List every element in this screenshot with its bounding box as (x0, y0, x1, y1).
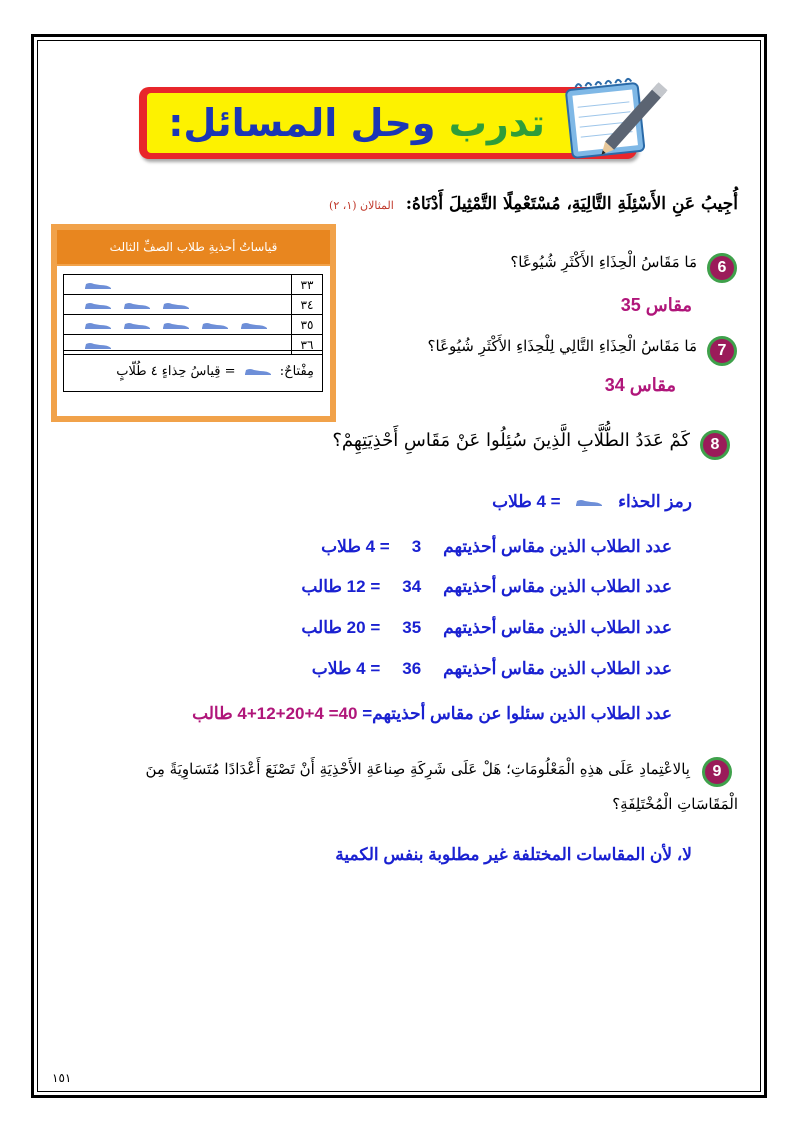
pictograph-row-shoes (64, 275, 292, 295)
pictograph-row-size: ٣٦ (292, 335, 323, 355)
question-8-number: 8 (700, 430, 730, 460)
solution-row (301, 618, 672, 638)
shoe-icon (123, 321, 151, 330)
solution-row-label: عدد الطلاب الذين مقاس أحذيتهم (443, 577, 672, 596)
instruction-reference: المثالان (١، ٢) (329, 199, 394, 212)
solution-total-result: =40 طالب (192, 704, 358, 723)
pictograph-row-size: ٣٣ (292, 275, 323, 295)
solution-row-count: = 4 طلاب (321, 537, 390, 556)
question-9-answer: لا، لأن المقاسات المختلفة غير مطلوبة بنفس الكمية (335, 845, 692, 864)
pictograph-row-shoes (64, 315, 292, 335)
pictograph-card (51, 224, 336, 422)
shoe-icon (244, 367, 272, 376)
shoe-icon (84, 281, 112, 290)
question-7-text: مَا مَقَاسُ الْحِذَاءِ التَّالِي لِلْحِذَاءِ الأَكْثَرِ شُيُوعًا؟ (427, 337, 697, 355)
solution-row-label: عدد الطلاب الذين مقاس أحذيتهم (443, 618, 672, 637)
question-6-answer: مقاس 35 (620, 295, 692, 315)
solution-total-label: عدد الطلاب الذين سئلوا عن مقاس أحذيتهم= (362, 704, 672, 723)
solution-total-line (192, 704, 672, 724)
solution-total-expr: 4+12+20+4 (237, 704, 324, 723)
pictograph-key-text: = قِياسُ حِذاءٍ ٤ طُلّابٍ (116, 364, 236, 379)
question-9-text-line2: الْمَقَاسَاتِ الْمُخْتَلِفَةِ؟ (612, 795, 738, 813)
solution-row-size: 3 (411, 537, 422, 556)
pictograph-key (63, 350, 323, 392)
solution-row-size: 35 (402, 618, 422, 637)
title-banner (139, 87, 637, 159)
shoe-icon (575, 498, 603, 507)
shoe-icon (162, 301, 190, 310)
solution-row (301, 577, 672, 597)
solution-row-size: 34 (402, 577, 422, 596)
banner-title-part1: تدرب (448, 101, 545, 145)
question-9-number: 9 (702, 757, 732, 787)
pictograph-body (57, 266, 330, 416)
banner-title (168, 93, 545, 153)
shoe-icon (84, 301, 112, 310)
solution-row (321, 537, 672, 557)
banner-title-part2: وحل المسائل: (168, 101, 436, 145)
pictograph-row-size: ٣٥ (292, 315, 323, 335)
pictograph-row-size: ٣٤ (292, 295, 323, 315)
pictograph-row-shoes (64, 295, 292, 315)
solution-row-count: = 12 طالب (301, 577, 381, 596)
shoe-icon (84, 321, 112, 330)
solution-row (312, 659, 672, 679)
solution-row-count: = 20 طالب (301, 618, 381, 637)
shoe-icon (162, 321, 190, 330)
shoe-icon (123, 301, 151, 310)
pictograph-row (64, 295, 323, 315)
instruction-line (329, 194, 738, 214)
question-9-text-line1: بِالاعْتِمادِ عَلَى هذِهِ الْمَعْلُومَاتِ؛ هَلْ عَلَى شَرِكَةِ صِناعَةِ الأَحْذِيَةِ أَنْ تَصْنَعَ أَعْدَادًا مُتَسَاوِيَةً مِنَ (145, 760, 690, 778)
shoe-icon (240, 321, 268, 330)
solution-row-count: = 4 طلاب (311, 659, 381, 678)
question-7-number: 7 (707, 336, 737, 366)
pictograph-table (63, 274, 323, 355)
solution-row-size: 36 (402, 659, 422, 678)
page-number: ١٥١ (52, 1071, 72, 1085)
pictograph-row (64, 315, 323, 335)
question-6-text: مَا مَقَاسُ الْحِذَاءِ الأَكْثَرِ شُيُوعًا؟ (510, 253, 697, 271)
question-6-number: 6 (707, 253, 737, 283)
shoe-icon (201, 321, 229, 330)
question-8-text: كَمْ عَدَدُ الطُّلَّابِ الَّذِينَ سُئِلُوا عَنْ مَقَاسِ أَحْذِيَتِهِمْ؟ (332, 430, 690, 451)
notepad-pencil-icon (555, 73, 683, 163)
pictograph-title: قياساتُ أحذيةِ طلاب الصفِّ الثالث (57, 230, 330, 264)
solution-key-right: = 4 طلاب (492, 492, 561, 511)
pictograph-row (64, 275, 323, 295)
question-7-answer: مقاس 34 (604, 375, 676, 395)
solution-key-left: رمز الحذاء (618, 492, 692, 511)
pictograph-key-label: مِفْتاحٌ: (279, 364, 314, 379)
instruction-text: أُجِيبُ عَنِ الأَسْئِلَةِ التَّالِيَةِ، مُسْتَعْمِلًا التَّمْثِيلَ أَدْنَاهُ: (405, 194, 738, 214)
solution-row-label: عدد الطلاب الذين مقاس أحذيتهم (443, 537, 672, 556)
solution-key-line (492, 492, 692, 512)
shoe-icon (84, 341, 112, 350)
solution-row-label: عدد الطلاب الذين مقاس أحذيتهم (443, 659, 672, 678)
